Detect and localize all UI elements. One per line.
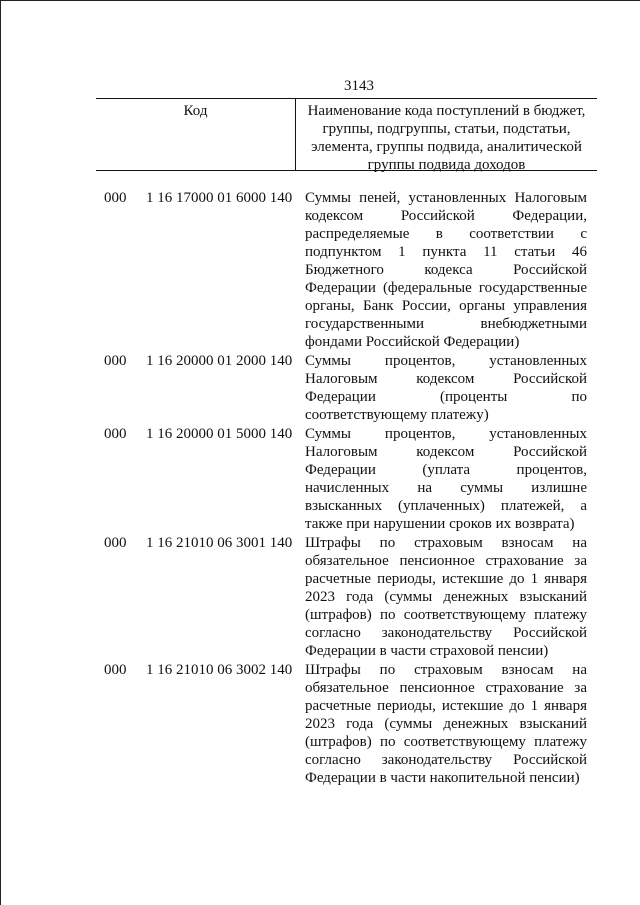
row-revenue-code: 1 16 20000 01 5000 140 <box>146 426 293 442</box>
row-revenue-code: 1 16 17000 01 6000 140 <box>146 190 293 206</box>
row-revenue-code: 1 16 20000 01 2000 140 <box>146 353 293 369</box>
row-revenue-code: 1 16 21010 06 3001 140 <box>146 535 293 551</box>
row-admin-code: 000 <box>104 662 127 678</box>
table-row <box>0 661 640 787</box>
table-row <box>0 534 640 660</box>
row-description: Суммы процентов, установленных Налоговым кодексом Российской Федерации (проценты по соответствующему платежу) <box>305 353 587 423</box>
table-body <box>0 189 640 787</box>
row-revenue-code: 1 16 21010 06 3002 140 <box>146 662 293 678</box>
row-admin-code: 000 <box>104 353 127 369</box>
header-name-label: Наименование кода поступлений в бюджет, группы, подгруппы, статьи, подстатьи, элемента, группы подвида, аналитической группы подвида доходов <box>307 103 586 173</box>
table-row <box>0 189 640 351</box>
table-header <box>96 98 597 171</box>
row-description: Суммы процентов, установленных Налоговым кодексом Российской Федерации (уплата процентов, начисленных на суммы излишне взысканных (уплаченных) платежей, а также при нарушении сроков их возврата) <box>305 426 587 532</box>
table-row <box>0 352 640 424</box>
row-admin-code: 000 <box>104 190 127 206</box>
header-code-label: Код <box>183 103 208 119</box>
row-description: Штрафы по страховым взносам на обязательное пенсионное страхование за расчетные периоды, истекшие до 1 января 2023 года (суммы денежных взысканий (штрафов) по соответствующему платежу согласно законодательству Российской Федерации в части страховой пенсии) <box>305 535 587 659</box>
page-number: 3143 <box>344 78 374 94</box>
row-admin-code: 000 <box>104 535 127 551</box>
row-description: Штрафы по страховым взносам на обязательное пенсионное страхование за расчетные периоды, истекшие до 1 января 2023 года (суммы денежных взысканий (штрафов) по соответствующему платежу согласно законодательству Российской Федерации в части накопительной пенсии) <box>305 662 587 786</box>
table-row <box>0 425 640 533</box>
scan-edge-top <box>0 0 640 1</box>
row-description: Суммы пеней, установленных Налоговым кодексом Российской Федерации, распределяемые в соответствии с подпунктом 1 пункта 11 статьи 46 Бюджетного кодекса Российской Федерации (федеральные государственные органы, Банк России, органы управления государственными внебюджетными фондами Российской Федерации) <box>305 190 587 350</box>
row-admin-code: 000 <box>104 426 127 442</box>
